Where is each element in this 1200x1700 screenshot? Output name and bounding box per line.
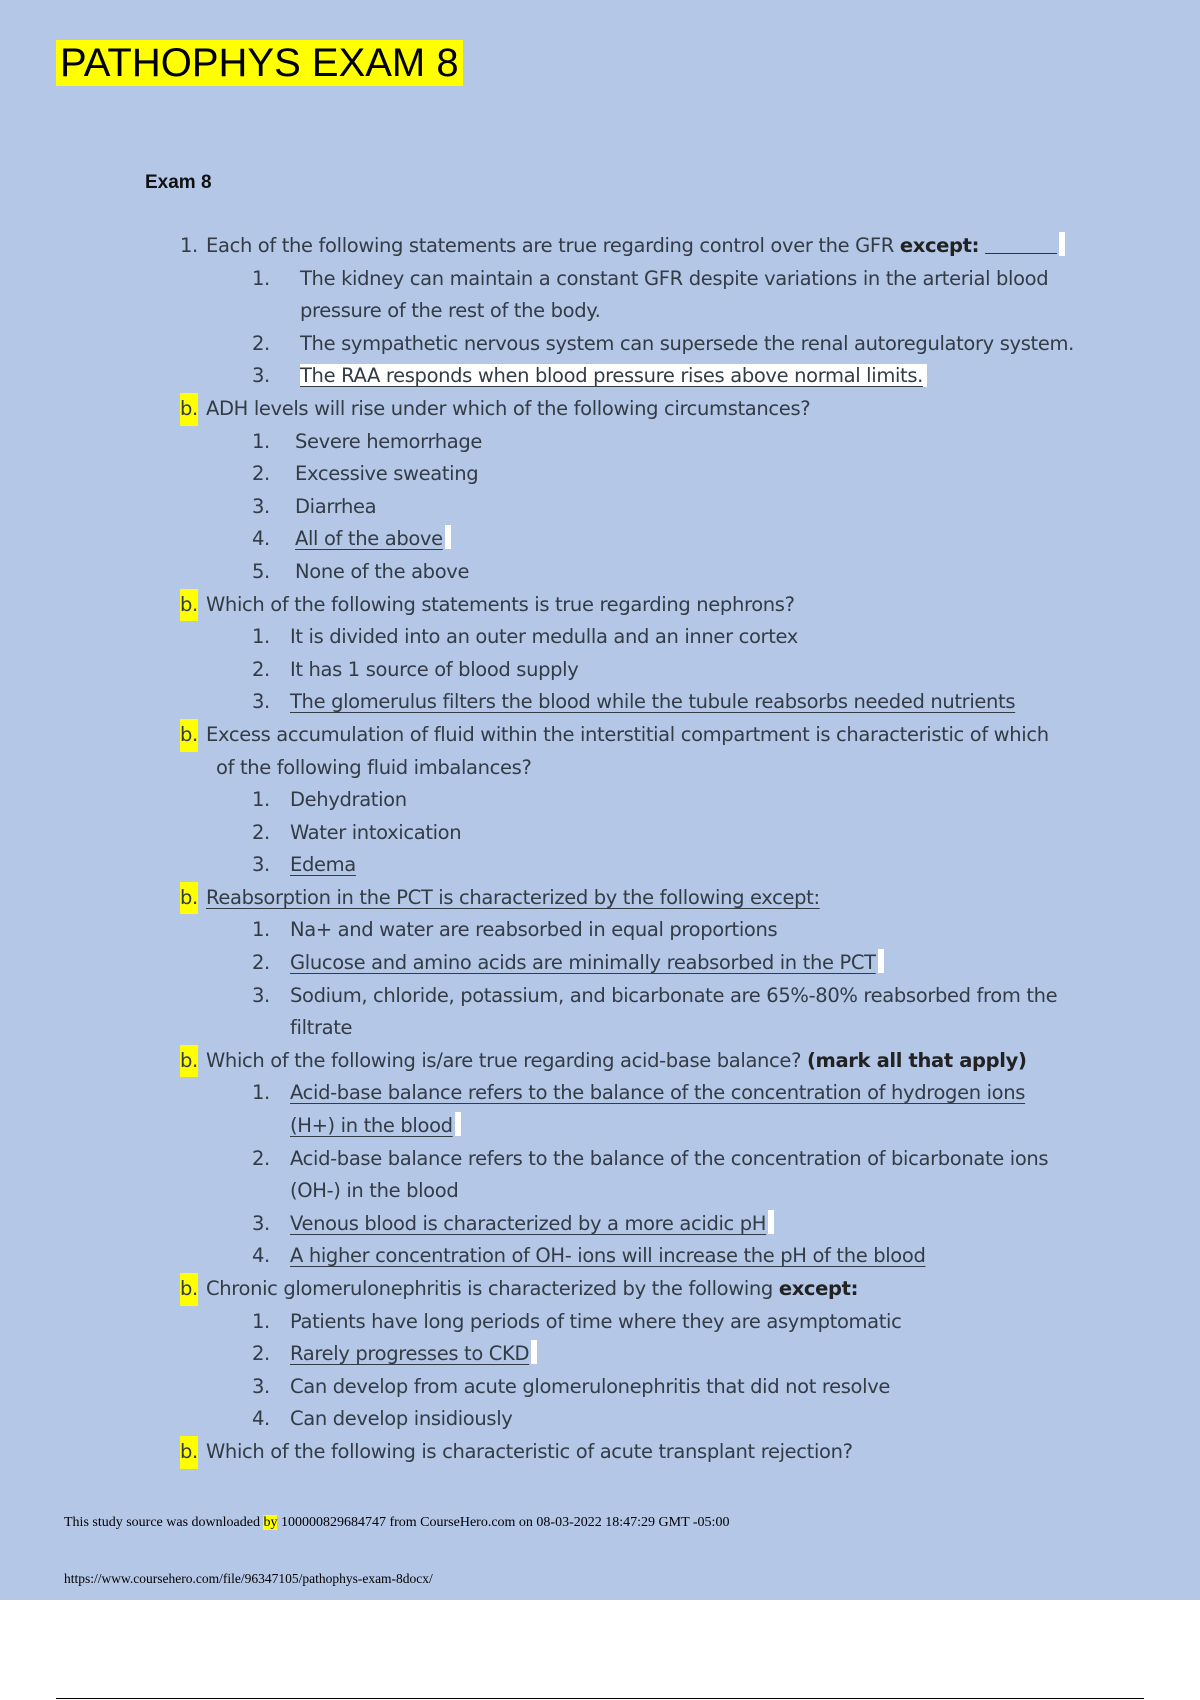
question-6 <box>180 1045 1085 1078</box>
option-number: 4. <box>252 527 270 551</box>
cursor-mark <box>531 1340 537 1364</box>
option-text: It has 1 source of blood supply <box>290 657 579 681</box>
cursor-mark <box>455 1112 461 1136</box>
option-item-answer <box>180 1208 1085 1241</box>
option-number: 4. <box>252 1244 270 1268</box>
option-item <box>180 914 1085 947</box>
option-number: 2. <box>252 657 270 681</box>
download-notice-highlight: by <box>263 1515 278 1530</box>
option-item <box>180 654 1085 687</box>
option-text-selected: The glomerulus filters the blood while the tubule reabsorbs needed nutrients <box>290 690 1016 714</box>
question-7 <box>180 1273 1085 1306</box>
question-8 <box>180 1436 1085 1469</box>
option-text: Excessive sweating <box>295 462 479 486</box>
download-notice-text: 100000829684747 from CourseHero.com on 08-03-2022 18:47:29 GMT -05:00 <box>280 1515 730 1530</box>
option-number: 5. <box>252 559 270 583</box>
option-text: Sodium, chloride, potassium, and bicarbonate are 65%-80% reabsorbed from the <box>290 983 1058 1007</box>
option-text: Acid-base balance refers to the balance of the concentration of bicarbonate ions <box>290 1146 1049 1170</box>
option-item <box>180 328 1085 361</box>
question-4 <box>180 719 1085 752</box>
download-notice-text: This study source was downloaded <box>64 1515 260 1530</box>
option-item-answer <box>180 1240 1085 1273</box>
option-item <box>180 458 1085 491</box>
option-text-selected: The RAA responds when blood pressure rises above normal limits. <box>300 364 927 387</box>
option-text: Diarrhea <box>295 494 377 518</box>
option-number: 3. <box>252 690 270 714</box>
question-text: ADH levels will rise under which of the following circumstances? <box>206 396 811 420</box>
question-number: b. <box>180 1273 198 1306</box>
option-text: Severe hemorrhage <box>295 429 483 453</box>
option-item <box>180 784 1085 817</box>
question-2 <box>180 393 1085 426</box>
option-text: Dehydration <box>290 788 407 812</box>
document-title: PATHOPHYS EXAM 8 <box>56 40 463 86</box>
option-item <box>180 980 1085 1013</box>
option-text: Patients have long periods of time where they are asymptomatic <box>290 1309 902 1333</box>
option-text: Can develop from acute glomerulonephritis that did not resolve <box>290 1374 891 1398</box>
option-number: 2. <box>252 820 270 844</box>
question-number: b. <box>180 1436 198 1469</box>
option-text-selected: Glucose and amino acids are minimally reabsorbed in the PCT <box>290 951 876 975</box>
option-number: 1. <box>252 918 270 942</box>
option-item-answer <box>180 947 1085 980</box>
download-notice <box>64 1515 729 1531</box>
option-number: 1. <box>252 788 270 812</box>
option-item-answer <box>180 523 1085 556</box>
option-text-continued-answer <box>180 1110 1085 1143</box>
option-number: 2. <box>252 1342 270 1366</box>
cursor-mark <box>445 525 451 549</box>
question-text: Which of the following statements is true regarding nephrons? <box>206 592 795 616</box>
option-number: 2. <box>252 951 270 975</box>
question-text: Excess accumulation of fluid within the interstitial compartment is characteristic of which <box>206 722 1049 746</box>
option-text-selected: A higher concentration of OH- ions will increase the pH of the blood <box>290 1244 926 1268</box>
question-text: Which of the following is/are true regarding acid-base balance? <box>206 1048 802 1072</box>
question-bold-suffix: (mark all that apply) <box>806 1048 1027 1072</box>
option-item <box>180 491 1085 524</box>
question-1 <box>180 230 1085 263</box>
option-text: Can develop insidiously <box>290 1407 513 1431</box>
option-number: 3. <box>252 983 270 1007</box>
option-item <box>180 1403 1085 1436</box>
option-number: 2. <box>252 331 270 355</box>
question-text: Reabsorption in the PCT is characterized by the following except: <box>206 885 820 909</box>
option-item-answer <box>180 686 1085 719</box>
option-text-selected: Acid-base balance refers to the balance of the concentration of hydrogen ions <box>290 1081 1026 1105</box>
question-3 <box>180 589 1085 622</box>
option-number: 3. <box>252 494 270 518</box>
option-text: The kidney can maintain a constant GFR despite variations in the arterial blood pressure of the rest of the body. <box>300 266 1049 323</box>
option-number: 1. <box>252 1309 270 1333</box>
option-item-answer <box>180 1338 1085 1371</box>
option-text: None of the above <box>295 559 470 583</box>
option-number: 3. <box>252 1211 270 1235</box>
option-number: 1. <box>252 1081 270 1105</box>
question-number: 1. <box>180 234 198 257</box>
option-number: 3. <box>252 853 270 877</box>
question-bold-suffix: except: <box>778 1277 859 1300</box>
option-item <box>180 1371 1085 1404</box>
option-item <box>180 1306 1085 1339</box>
cursor-mark <box>768 1210 774 1234</box>
exam-label: Exam 8 <box>145 172 212 193</box>
option-text-selected: All of the above <box>295 527 443 551</box>
question-number: b. <box>180 882 198 915</box>
option-number: 2. <box>252 1146 270 1170</box>
option-number: 1. <box>252 429 270 453</box>
question-bold-suffix: except: <box>899 234 980 257</box>
question-text: Which of the following is characteristic of acute transplant rejection? <box>206 1439 853 1463</box>
option-item <box>180 556 1085 589</box>
question-5 <box>180 882 1085 915</box>
question-text: Chronic glomerulonephritis is characterized by the following <box>206 1277 773 1300</box>
option-number: 3. <box>252 364 270 388</box>
option-text-selected: Rarely progresses to CKD <box>290 1342 530 1366</box>
option-text-selected: Edema <box>290 853 356 877</box>
question-number: b. <box>180 589 198 622</box>
option-text-selected: Venous blood is characterized by a more acidic pH <box>290 1211 767 1235</box>
option-number: 2. <box>252 462 270 486</box>
option-number: 1. <box>252 266 270 290</box>
page-divider <box>56 1698 1144 1699</box>
question-number: b. <box>180 719 198 752</box>
question-list <box>180 230 1085 1469</box>
question-text: Each of the following statements are true regarding control over the GFR <box>206 234 894 257</box>
option-text-continued: (OH-) in the blood <box>290 1179 459 1203</box>
option-item-answer <box>180 1077 1085 1110</box>
option-text: The sympathetic nervous system can supersede the renal autoregulatory system. <box>300 331 1074 355</box>
option-item-answer <box>180 849 1085 882</box>
option-text-continued: filtrate <box>290 1016 353 1040</box>
option-item <box>180 621 1085 654</box>
option-item <box>180 263 1085 328</box>
option-text: Na+ and water are reabsorbed in equal proportions <box>290 918 778 942</box>
option-number: 4. <box>252 1407 270 1431</box>
cursor-mark <box>1059 232 1065 256</box>
cursor-mark <box>878 949 884 973</box>
option-text: It is divided into an outer medulla and an inner cortex <box>290 625 798 649</box>
source-url-link[interactable]: https://www.coursehero.com/file/96347105/pathophys-exam-8docx/ <box>64 1571 433 1586</box>
option-item <box>180 817 1085 850</box>
option-number: 3. <box>252 1374 270 1398</box>
option-item <box>180 426 1085 459</box>
option-text: Water intoxication <box>290 820 462 844</box>
option-item <box>180 1143 1085 1176</box>
question-number: b. <box>180 393 198 426</box>
question-number: b. <box>180 1045 198 1078</box>
option-item-answer <box>180 360 1085 393</box>
option-number: 1. <box>252 625 270 649</box>
option-text-selected: (H+) in the blood <box>290 1114 453 1138</box>
answer-blank <box>985 233 1057 254</box>
question-text-continued: of the following fluid imbalances? <box>216 755 532 779</box>
